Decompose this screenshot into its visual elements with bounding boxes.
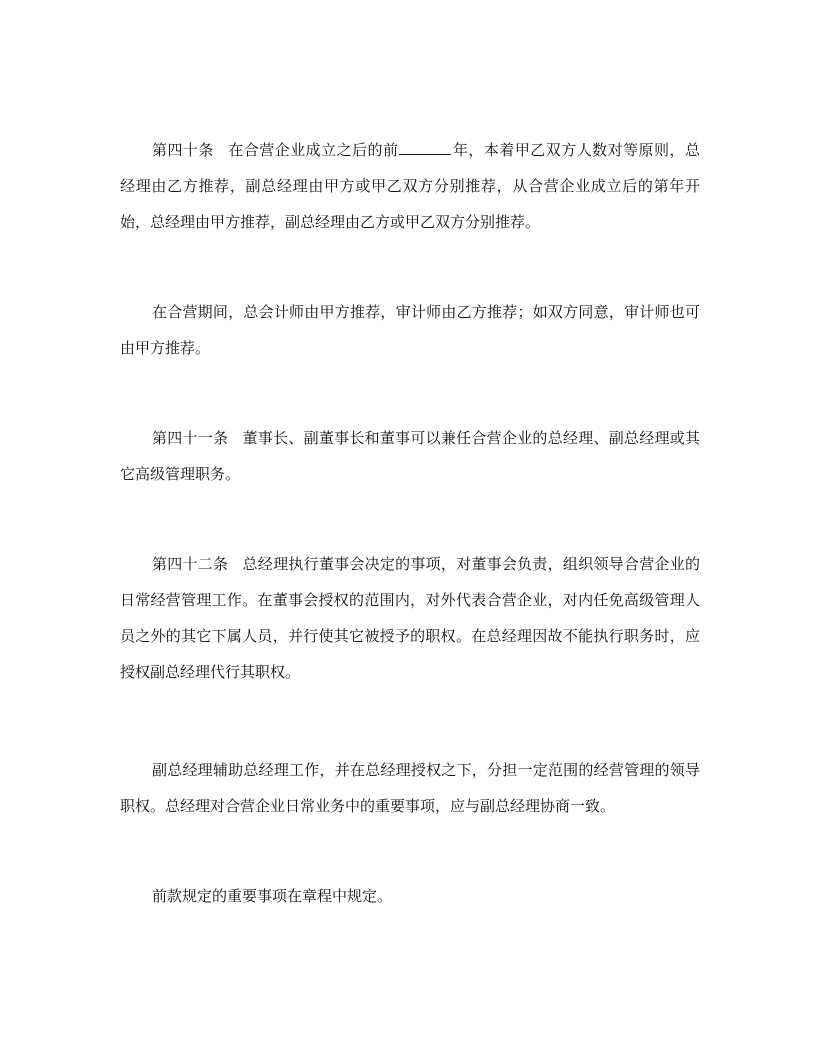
fill-in-blank [399, 140, 451, 155]
article-number: 第四十条 [152, 141, 214, 159]
paragraph-text: 董事长、副董事长和董事可以兼任合营企业的总经理、副总经理或其它高级管理职务。 [120, 429, 700, 483]
paragraph-important-matters [120, 878, 700, 914]
paragraph-text: 前款规定的重要事项在章程中规定。 [152, 887, 393, 905]
paragraph-deputy-gm [120, 752, 700, 824]
paragraph-text: 总经理执行董事会决定的事项，对董事会负责，组织领导合营企业的日常经营管理工作。在董事会授权的范围内，对外代表合营企业，对内任免高级管理人员之外的其它下属人员，并行使其它被授予的职权。在总经理因故不能执行职务时，应授权副总经理代行其职权。 [120, 555, 700, 681]
paragraph-article-42 [120, 546, 700, 690]
paragraph-text: 在合营企业成立之后的前 [227, 141, 399, 159]
paragraph-article-40 [120, 132, 700, 240]
paragraph-text: 副总经理辅助总经理工作，并在总经理授权之下，分担一定范围的经营管理的领导职权。总经理对合营企业日常业务中的重要事项，应与副总经理协商一致。 [120, 761, 700, 815]
paragraph-text: 在合营期间，总会计师由甲方推荐，审计师由乙方推荐；如双方同意，审计师也可由甲方推荐。 [120, 303, 700, 357]
article-number: 第四十一条 [152, 429, 229, 447]
paragraph-article-41 [120, 420, 700, 492]
paragraph-audit [120, 294, 700, 366]
article-number: 第四十二条 [152, 555, 229, 573]
paragraph-text: 年，本着甲乙双方人数对等原则，总经理由乙方推荐，副总经理由甲方或甲乙双方分别推荐，从合营企业成立后的第年开始，总经理由甲方推荐，副总经理由乙方或甲乙双方分别推荐。 [120, 141, 700, 231]
